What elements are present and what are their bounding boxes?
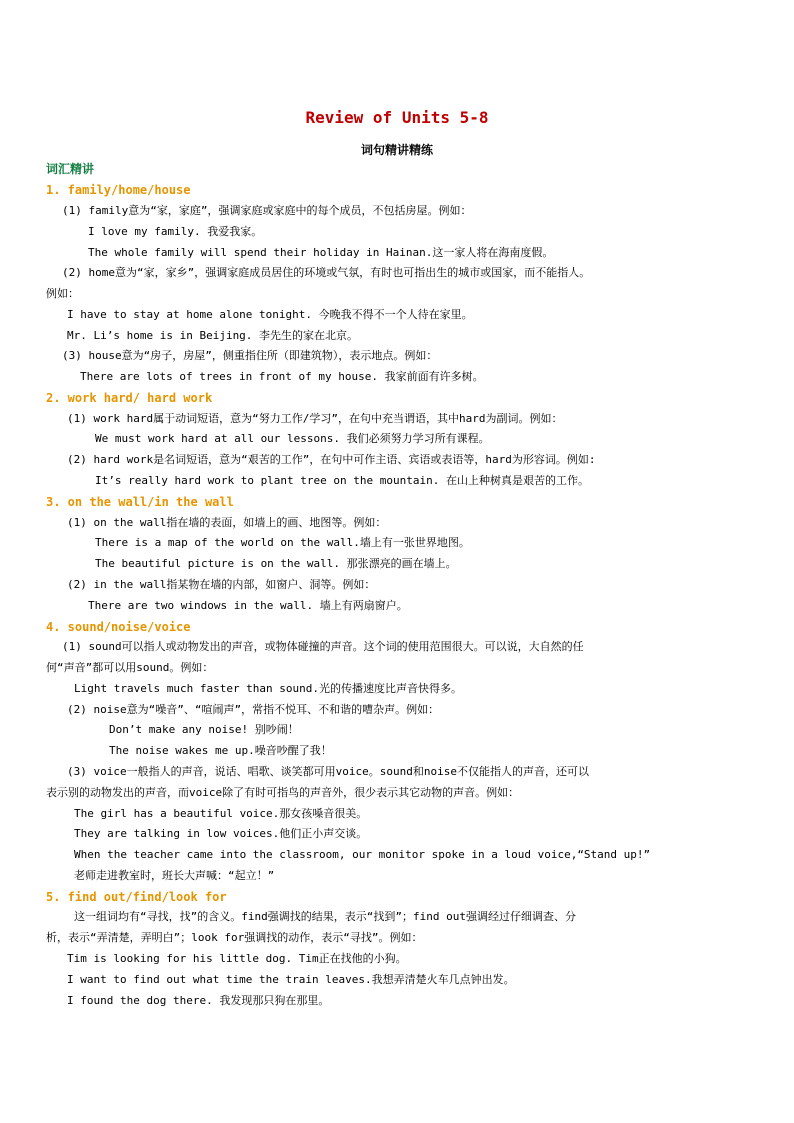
text-line: There is a map of the world on the wall.墙上有一张世界地图。 xyxy=(95,536,470,549)
text-line: 表示别的动物发出的声音，而voice除了有时可指鸟的声音外，很少表示其它动物的声音。例如： xyxy=(46,786,520,799)
text-line: The whole family will spend their holiday in Hainan.这一家人将在海南度假。 xyxy=(88,246,554,259)
text-line: I love my family. 我爱我家。 xyxy=(88,225,263,238)
section-heading: 3. on the wall/in the wall xyxy=(46,495,234,509)
text-line: 老师走进教室时，班长大声喊：“起立！” xyxy=(74,869,275,882)
text-line: (2) hard work是名词短语，意为“艰苦的工作”，在句中可作主语、宾语或表语等，hard为形容词。例如: xyxy=(67,453,596,466)
text-line: The beautiful picture is on the wall. 那张漂亮的画在墙上。 xyxy=(95,557,457,570)
text-line: Don’t make any noise! 别吵闹！ xyxy=(109,723,299,736)
text-line: (1) sound可以指人或动物发出的声音，或物体碰撞的声音。这个词的使用范围很大。可以说，大自然的任 xyxy=(62,640,584,653)
text-line: When the teacher came into the classroom, our monitor spoke in a loud voice,“Stand up!” xyxy=(74,848,651,861)
section-heading: 2. work hard/ hard work xyxy=(46,391,213,405)
section-heading: 4. sound/noise/voice xyxy=(46,620,191,634)
text-line: It’s really hard work to plant tree on the mountain. 在山上种树真是艰苦的工作。 xyxy=(95,474,589,487)
text-line: (1) family意为“家，家庭”，强调家庭或家庭中的每个成员，不包括房屋。例如： xyxy=(62,204,472,217)
text-line: There are lots of trees in front of my house. 我家前面有许多树。 xyxy=(80,370,484,383)
section-heading: 1. family/home/house xyxy=(46,183,191,197)
text-line: I want to find out what time the train leaves.我想弄清楚火车几点钟出发。 xyxy=(67,973,515,986)
text-line: (3) voice一般指人的声音，说话、唱歌、谈笑都可用voice。sound和noise不仅能指人的声音，还可以 xyxy=(67,765,589,778)
text-line: 何“声音”都可以用sound。例如： xyxy=(46,661,214,674)
page-subtitle: 词句精讲精练 xyxy=(360,143,433,157)
section-label: 词汇精讲 xyxy=(46,162,95,176)
text-line: (2) in the wall指某物在墙的内部，如窗户、洞等。例如： xyxy=(67,578,376,591)
text-line: I found the dog there. 我发现那只狗在那里。 xyxy=(67,994,330,1007)
text-line: Tim is looking for his little dog. Tim正在找他的小狗。 xyxy=(67,952,407,965)
text-line: They are talking in low voices.他们正小声交谈。 xyxy=(74,827,368,840)
text-line: Light travels much faster than sound.光的传播速度比声音快得多。 xyxy=(74,682,463,695)
text-line: Mr. Li’s home is in Beijing. 李先生的家在北京。 xyxy=(67,329,359,342)
text-line: 这一组词均有“寻找，找”的含义。find强调找的结果，表示“找到”；find out强调经过仔细调查、分 xyxy=(74,910,576,923)
section-heading: 5. find out/find/look for xyxy=(46,890,227,904)
page-title: Review of Units 5-8 xyxy=(305,108,489,127)
text-line: The girl has a beautiful voice.那女孩嗓音很美。 xyxy=(74,807,368,820)
text-line: (2) home意为“家，家乡”，强调家庭成员居住的环境或气氛，有时也可指出生的城市或国家，而不能指人。 xyxy=(62,266,591,279)
text-line: 例如： xyxy=(46,287,79,300)
text-line: (1) work hard属于动词短语，意为“努力工作/学习”，在句中充当谓语，其中hard为副词。例如： xyxy=(67,412,563,425)
text-line: (3) house意为“房子，房屋”，侧重指住所（即建筑物），表示地点。例如： xyxy=(62,349,438,362)
text-line: There are two windows in the wall. 墙上有两扇窗户。 xyxy=(88,599,408,612)
text-line: 析，表示“弄清楚，弄明白”；look for强调找的动作，表示“寻找”。例如： xyxy=(46,931,423,944)
text-line: (2) noise意为“噪音”、“喧闹声”，常指不悦耳、不和谐的嘈杂声。例如： xyxy=(67,703,440,716)
text-line: (1) on the wall指在墙的表面，如墙上的画、地图等。例如： xyxy=(67,516,387,529)
text-line: I have to stay at home alone tonight. 今晚我不得不一个人待在家里。 xyxy=(67,308,473,321)
text-line: We must work hard at all our lessons. 我们必须努力学习所有课程。 xyxy=(95,432,490,445)
text-line: The noise wakes me up.噪音吵醒了我！ xyxy=(109,744,332,757)
